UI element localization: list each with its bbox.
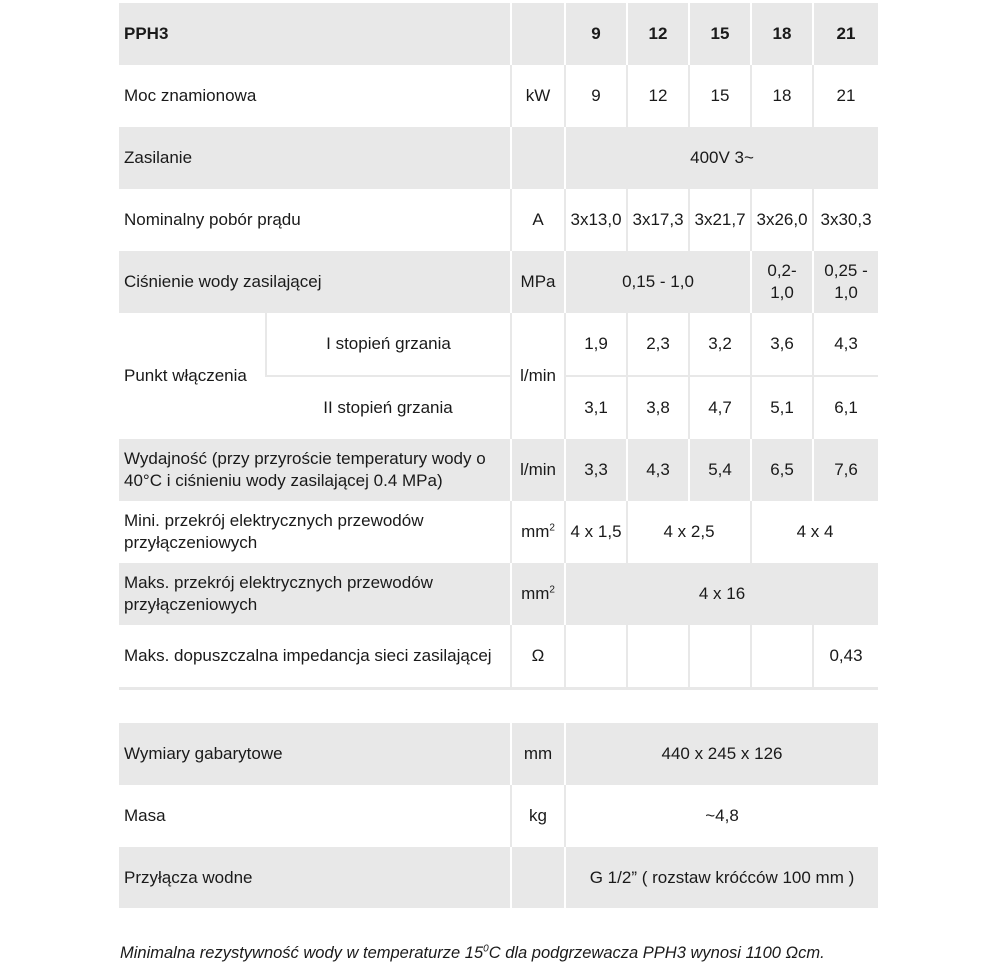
row-unit: MPa: [511, 251, 565, 313]
table-bottom-rule: [119, 687, 878, 690]
cell-value: 6,5: [751, 439, 813, 501]
table-row: [119, 127, 878, 189]
row-unit: [511, 501, 565, 563]
row-label: Wydajność (przy przyroście temperatury wody o 40°C i ciśnieniu wody zasilającej 0.4 MPa): [119, 439, 511, 501]
table-row: [119, 625, 878, 687]
row-unit: [511, 847, 565, 908]
variant-header: 9: [565, 3, 627, 65]
table-row: [119, 847, 878, 908]
table-row: [119, 251, 878, 313]
cell-value: 3,1: [565, 376, 627, 439]
cell-value: [751, 625, 813, 687]
cell-value: 1,9: [565, 313, 627, 376]
table-row: [119, 563, 878, 625]
cell-value: 3x17,3: [627, 189, 689, 251]
variant-header: 15: [689, 3, 751, 65]
row-label: Zasilanie: [119, 127, 511, 189]
cell-value: 3x30,3: [813, 189, 878, 251]
row-label: Przyłącza wodne: [119, 847, 511, 908]
model-name: PPH3: [119, 3, 511, 65]
cell-value: 15: [689, 65, 751, 127]
row-label: Punkt włączenia: [119, 313, 266, 439]
cell-value: 4 x 1,5: [565, 501, 627, 563]
cell-value: 4,3: [627, 439, 689, 501]
cell-value: 12: [627, 65, 689, 127]
cell-value: 0,43: [813, 625, 878, 687]
cell-value: 18: [751, 65, 813, 127]
table-row: [119, 313, 878, 376]
cell-value: 0,15 - 1,0: [565, 251, 751, 313]
row-label: Mini. przekrój elektrycznych przewodów przyłączeniowych: [119, 501, 511, 563]
cell-value: 3,8: [627, 376, 689, 439]
footnote: [120, 944, 825, 963]
cell-value: 0,25 - 1,0: [813, 251, 878, 313]
table-row: [119, 723, 878, 785]
spec-table: [119, 3, 878, 687]
cell-value: 4 x 2,5: [627, 501, 751, 563]
cell-value: ~4,8: [565, 785, 878, 847]
cell-value: 6,1: [813, 376, 878, 439]
cell-value: 3,3: [565, 439, 627, 501]
variant-header: 12: [627, 3, 689, 65]
row-label: Masa: [119, 785, 511, 847]
row-unit: mm: [511, 723, 565, 785]
cell-value: 4 x 16: [565, 563, 878, 625]
cell-value: 2,3: [627, 313, 689, 376]
row-unit: [511, 127, 565, 189]
cell-value: [565, 625, 627, 687]
row-unit: A: [511, 189, 565, 251]
cell-value: 0,2- 1,0: [751, 251, 813, 313]
row-unit: l/min: [511, 439, 565, 501]
footnote-text: Minimalna rezystywność wody w temperaturze 15: [120, 944, 484, 962]
cell-value: 21: [813, 65, 878, 127]
cell-value: [689, 625, 751, 687]
cell-value: [627, 625, 689, 687]
row-label: Ciśnienie wody zasilającej: [119, 251, 511, 313]
row-unit: Ω: [511, 625, 565, 687]
footnote-superscript: 0: [483, 943, 489, 955]
cell-value: 3,6: [751, 313, 813, 376]
variant-header: 18: [751, 3, 813, 65]
table-row: [119, 439, 878, 501]
row-label: Maks. dopuszczalna impedancja sieci zasilającej: [119, 625, 511, 687]
dimensions-table: [119, 723, 878, 908]
cell-value: 9: [565, 65, 627, 127]
unit-text: mm: [521, 584, 550, 603]
row-label: Moc znamionowa: [119, 65, 511, 127]
cell-value: 3,2: [689, 313, 751, 376]
row-label: Wymiary gabarytowe: [119, 723, 511, 785]
table-row: [119, 65, 878, 127]
sub-row-label: I stopień grzania: [266, 313, 511, 376]
table-row: [119, 189, 878, 251]
unit-header: [511, 3, 565, 65]
footnote-text-end: C dla podgrzewacza PPH3 wynosi 1100 Ωcm.: [488, 944, 825, 962]
sub-row-label: II stopień grzania: [266, 376, 511, 439]
cell-value: 5,4: [689, 439, 751, 501]
table-row: [119, 501, 878, 563]
row-unit: kW: [511, 65, 565, 127]
cell-value: G 1/2” ( rozstaw króćców 100 mm ): [565, 847, 878, 908]
row-unit: kg: [511, 785, 565, 847]
cell-value: 4,7: [689, 376, 751, 439]
unit-text: mm: [521, 522, 550, 541]
cell-value: 400V 3~: [565, 127, 878, 189]
cell-value: 4 x 4: [751, 501, 878, 563]
cell-value: 5,1: [751, 376, 813, 439]
unit-superscript: 2: [549, 522, 555, 534]
cell-value: 7,6: [813, 439, 878, 501]
unit-superscript: 2: [549, 584, 555, 596]
variant-header: 21: [813, 3, 878, 65]
cell-value: 3x21,7: [689, 189, 751, 251]
cell-value: 3x26,0: [751, 189, 813, 251]
cell-value: 3x13,0: [565, 189, 627, 251]
cell-value: 440 x 245 x 126: [565, 723, 878, 785]
cell-value: 4,3: [813, 313, 878, 376]
row-unit: l/min: [511, 313, 565, 439]
table-header-row: [119, 3, 878, 65]
row-label: Nominalny pobór prądu: [119, 189, 511, 251]
table-row: [119, 785, 878, 847]
row-unit: [511, 563, 565, 625]
row-label: Maks. przekrój elektrycznych przewodów przyłączeniowych: [119, 563, 511, 625]
